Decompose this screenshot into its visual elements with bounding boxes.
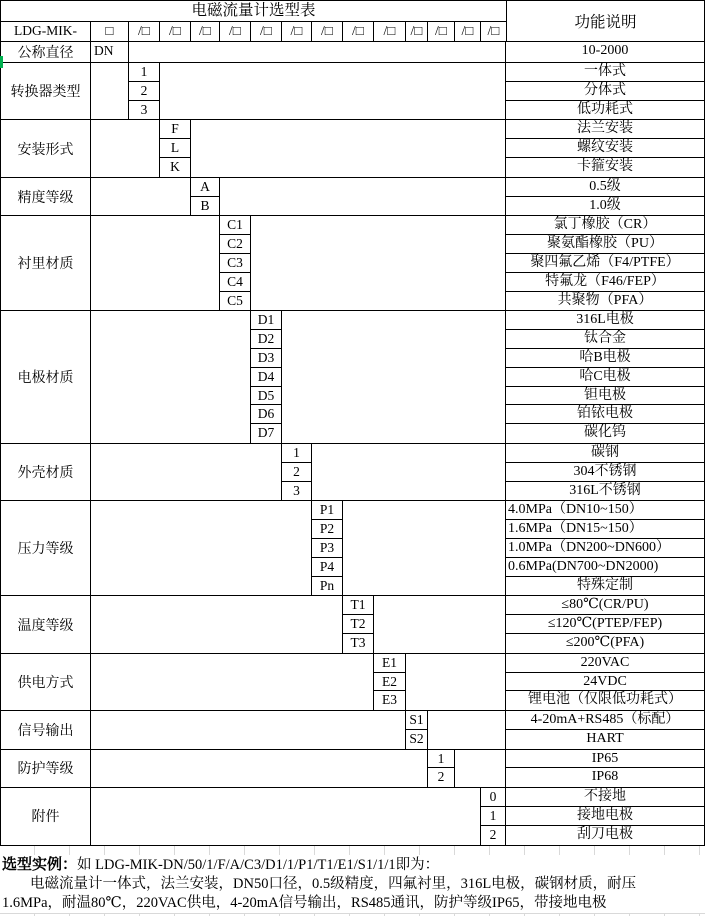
- desc-cell-dn: 10-2000: [581, 43, 629, 58]
- code-cell: 2: [489, 826, 497, 842]
- code-cell: D3: [251, 349, 281, 368]
- category-bands: [1, 63, 704, 845]
- model-slot-box: /□: [220, 22, 251, 41]
- code-column: [282, 444, 312, 500]
- desc-column: [506, 63, 704, 119]
- desc-column: [506, 501, 704, 595]
- code-cell: 1: [282, 444, 311, 463]
- code-cell: 1: [428, 750, 454, 769]
- code-cell: E1: [374, 654, 405, 673]
- desc-cell: 刮刀电极: [577, 826, 633, 842]
- code-cell: F: [160, 120, 190, 139]
- code-cell: 2: [437, 769, 445, 785]
- desc-cell: IP65: [506, 750, 704, 769]
- example-heading: 选型实例：: [2, 856, 78, 873]
- code-column: [374, 654, 406, 710]
- desc-cell: 一体式: [506, 63, 704, 82]
- band-spacer: [91, 711, 406, 749]
- code-cell: P2: [312, 520, 342, 539]
- code-cell: T2: [343, 615, 373, 634]
- band-spacer: [406, 654, 506, 710]
- desc-cell: 法兰安装: [506, 120, 704, 139]
- code-cell: C3: [220, 254, 250, 273]
- category-label: 衬里材质: [1, 216, 91, 310]
- code-column: [191, 178, 220, 216]
- code-cell: K: [170, 158, 180, 174]
- model-prefix-cell: LDG-MIK-: [1, 22, 91, 41]
- code-cell: E2: [374, 673, 405, 692]
- category-label: 精度等级: [1, 178, 91, 216]
- example-description-line-1: 电磁流量计一体式，法兰安装，DN50口径，0.5级精度，四氟衬里，316L电极，碳钢材质，耐压: [30, 875, 637, 892]
- category-band: [1, 711, 704, 750]
- category-label: 转换器类型: [1, 63, 91, 119]
- band-spacer: [91, 311, 251, 443]
- desc-column: [506, 596, 704, 652]
- desc-column: [506, 711, 704, 749]
- model-slot-box: /□: [455, 22, 481, 41]
- code-column: [251, 311, 282, 443]
- band-spacer: [343, 501, 506, 595]
- desc-column: [506, 654, 704, 710]
- code-cell: D1: [251, 311, 281, 330]
- desc-column: [506, 311, 704, 443]
- band-spacer: [91, 654, 374, 710]
- desc-cell: 碳钢: [506, 444, 704, 463]
- desc-cell: 分体式: [506, 82, 704, 101]
- code-cell: P3: [312, 539, 342, 558]
- table-title: 电磁流量计选型表: [1, 1, 506, 22]
- code-cell: L: [160, 139, 190, 158]
- code-cell: A: [191, 178, 219, 197]
- desc-cell: ≤80℃(CR/PU): [506, 596, 704, 615]
- code-cell: 3: [293, 482, 300, 498]
- category-band: [1, 216, 704, 311]
- category-band: [1, 788, 704, 844]
- desc-cell: 哈B电极: [506, 349, 704, 368]
- desc-cell: 聚氨酯橡胶（PU）: [506, 235, 704, 254]
- code-column: [481, 788, 506, 844]
- desc-column: [506, 178, 704, 216]
- band-spacer: [91, 750, 428, 788]
- desc-cell: 共聚物（PFA）: [557, 292, 653, 308]
- band-spacer: [312, 444, 506, 500]
- category-label: 信号输出: [1, 711, 91, 749]
- code-cell: 2: [129, 82, 159, 101]
- band-spacer: [91, 63, 129, 119]
- model-slot-box: /□: [487, 23, 500, 38]
- band-spacer: [129, 42, 506, 62]
- desc-column: [506, 750, 704, 788]
- desc-cell: 钽电极: [506, 387, 704, 406]
- desc-cell: 卡箍安装: [577, 158, 633, 174]
- model-slot-box: /□: [374, 22, 406, 41]
- desc-cell: 低功耗式: [577, 101, 633, 117]
- desc-cell: 碳化钨: [584, 425, 626, 441]
- desc-cell: 0.6MPa(DN700~DN2000): [506, 558, 704, 577]
- example-heading-line: [0, 855, 705, 875]
- code-cell: D6: [251, 405, 281, 424]
- category-band: [1, 444, 704, 501]
- category-band: [1, 120, 704, 177]
- desc-cell: 氯丁橡胶（CR）: [506, 216, 704, 235]
- category-band: [1, 311, 704, 444]
- category-band: [1, 178, 704, 217]
- desc-cell: ≤200℃(PFA): [565, 634, 645, 650]
- desc-cell: 316L不锈钢: [569, 482, 641, 498]
- code-cell: Pn: [319, 577, 335, 593]
- code-column: [428, 750, 455, 788]
- band-spacer: [455, 750, 506, 788]
- code-column: [160, 120, 191, 176]
- desc-cell: 220VAC: [506, 654, 704, 673]
- desc-cell: 304不锈钢: [506, 463, 704, 482]
- dn-row: [1, 42, 704, 63]
- model-slot-box: /□: [312, 22, 343, 41]
- category-label: 外壳材质: [1, 444, 91, 500]
- desc-cell: 4.0MPa（DN10~150）: [506, 501, 704, 520]
- desc-cell: HART: [586, 730, 624, 746]
- code-cell: 1: [129, 63, 159, 82]
- code-cell: 2: [282, 463, 311, 482]
- band-spacer: [91, 216, 220, 310]
- desc-cell: 1.0级: [589, 197, 621, 213]
- band-spacer: [220, 178, 506, 216]
- category-band: [1, 501, 704, 596]
- code-cell: P4: [312, 558, 342, 577]
- desc-column: [506, 120, 704, 176]
- code-cell: 1: [481, 807, 505, 826]
- code-column: [220, 216, 251, 310]
- code-cell: T1: [343, 596, 373, 615]
- desc-cell: 1.0MPa（DN200~DN600）: [506, 539, 704, 558]
- dn-desc-column: [506, 42, 704, 62]
- code-cell: 3: [140, 101, 148, 117]
- desc-cell: 0.5级: [506, 178, 704, 197]
- band-spacer: [374, 596, 506, 652]
- category-label: 供电方式: [1, 654, 91, 710]
- model-slot-box: /□: [343, 22, 374, 41]
- category-band: [1, 596, 704, 653]
- code-cell: C4: [220, 273, 250, 292]
- category-label: 防护等级: [1, 750, 91, 788]
- band-spacer: [91, 501, 312, 595]
- band-spacer: [91, 444, 282, 500]
- example-model-string: 如 LDG-MIK-DN/50/1/F/A/C3/D1/1/P1/T1/E1/S1/1/1即为：: [77, 856, 440, 873]
- table-header: [1, 1, 704, 42]
- code-cell: D4: [251, 368, 281, 387]
- function-column-header: 功能说明: [506, 1, 704, 41]
- band-spacer: [91, 120, 160, 176]
- band-spacer: [91, 178, 191, 216]
- code-cell: D7: [257, 425, 275, 441]
- code-cell: C1: [220, 216, 250, 235]
- code-cell: S2: [409, 730, 424, 746]
- sheet-gridlines-top: [0, 846, 705, 855]
- model-slot-box: /□: [129, 22, 160, 41]
- band-spacer: [428, 711, 506, 749]
- desc-cell: 4-20mA+RS485（标配）: [506, 711, 704, 730]
- code-cell: D2: [251, 330, 281, 349]
- code-cell: T3: [350, 634, 366, 650]
- desc-column: [506, 216, 704, 310]
- model-slot-box: /□: [160, 22, 191, 41]
- code-cell: S1: [406, 711, 427, 730]
- code-column: [343, 596, 374, 652]
- code-cell: 0: [481, 788, 505, 807]
- code-column: [129, 63, 160, 119]
- code-cell: D5: [251, 387, 281, 406]
- model-slot-box: /□: [251, 22, 282, 41]
- desc-cell: ≤120℃(PTEP/FEP): [506, 615, 704, 634]
- category-label: 附件: [1, 788, 91, 844]
- example-section: [0, 855, 705, 913]
- table-header-left: [1, 1, 506, 41]
- model-slot-box: /□: [428, 22, 455, 41]
- band-spacer: [91, 788, 481, 844]
- desc-cell: 聚四氟乙烯（F4/PTFE）: [506, 254, 704, 273]
- desc-cell: 哈C电极: [506, 368, 704, 387]
- code-cell: B: [200, 197, 210, 213]
- code-cell: C2: [220, 235, 250, 254]
- band-spacer: [191, 120, 506, 176]
- category-label: 安装形式: [1, 120, 91, 176]
- code-cell: E3: [382, 692, 397, 708]
- desc-cell: 316L电极: [506, 311, 704, 330]
- example-description-line-2: 1.6MPa，耐温80℃，220VAC供电，4-20mA信号输出，RS485通讯，防护等级IP65，带接地电极: [2, 894, 607, 911]
- category-label: 温度等级: [1, 596, 91, 652]
- band-spacer: [91, 596, 343, 652]
- band-spacer: [282, 311, 506, 443]
- desc-column: [506, 444, 704, 500]
- desc-cell: 特殊定制: [577, 577, 633, 593]
- category-label: 电极材质: [1, 311, 91, 443]
- code-cell-dn: DN: [94, 43, 114, 58]
- model-code-row: [1, 22, 506, 41]
- desc-column: [506, 788, 704, 844]
- category-band: [1, 750, 704, 789]
- desc-cell: 接地电极: [506, 807, 704, 826]
- desc-cell: 不接地: [506, 788, 704, 807]
- code-cell: C5: [227, 292, 243, 308]
- code-column: [312, 501, 343, 595]
- category-band: [1, 654, 704, 711]
- model-slot-box: /□: [282, 22, 312, 41]
- band-spacer: [251, 216, 506, 310]
- code-cell: P1: [312, 501, 342, 520]
- band-spacer: [160, 63, 506, 119]
- desc-cell: 24VDC: [506, 673, 704, 692]
- code-column: [406, 711, 428, 749]
- desc-cell: 特氟龙（F46/FEP）: [506, 273, 704, 292]
- category-label: 压力等级: [1, 501, 91, 595]
- dn-code-column: [91, 42, 129, 62]
- model-slot-box: /□: [406, 22, 428, 41]
- category-band: [1, 63, 704, 120]
- category-label-dn: 公称直径: [1, 42, 91, 62]
- desc-cell: IP68: [591, 769, 619, 785]
- model-first-box: □: [91, 22, 129, 41]
- desc-cell: 锂电池（仅限低功耗式）: [528, 692, 682, 708]
- green-marker: [0, 56, 3, 68]
- desc-cell: 钛合金: [506, 330, 704, 349]
- desc-cell: 1.6MPa（DN15~150）: [506, 520, 704, 539]
- desc-cell: 螺纹安装: [506, 139, 704, 158]
- model-slot-box: /□: [191, 22, 220, 41]
- desc-cell: 铂铱电极: [506, 405, 704, 424]
